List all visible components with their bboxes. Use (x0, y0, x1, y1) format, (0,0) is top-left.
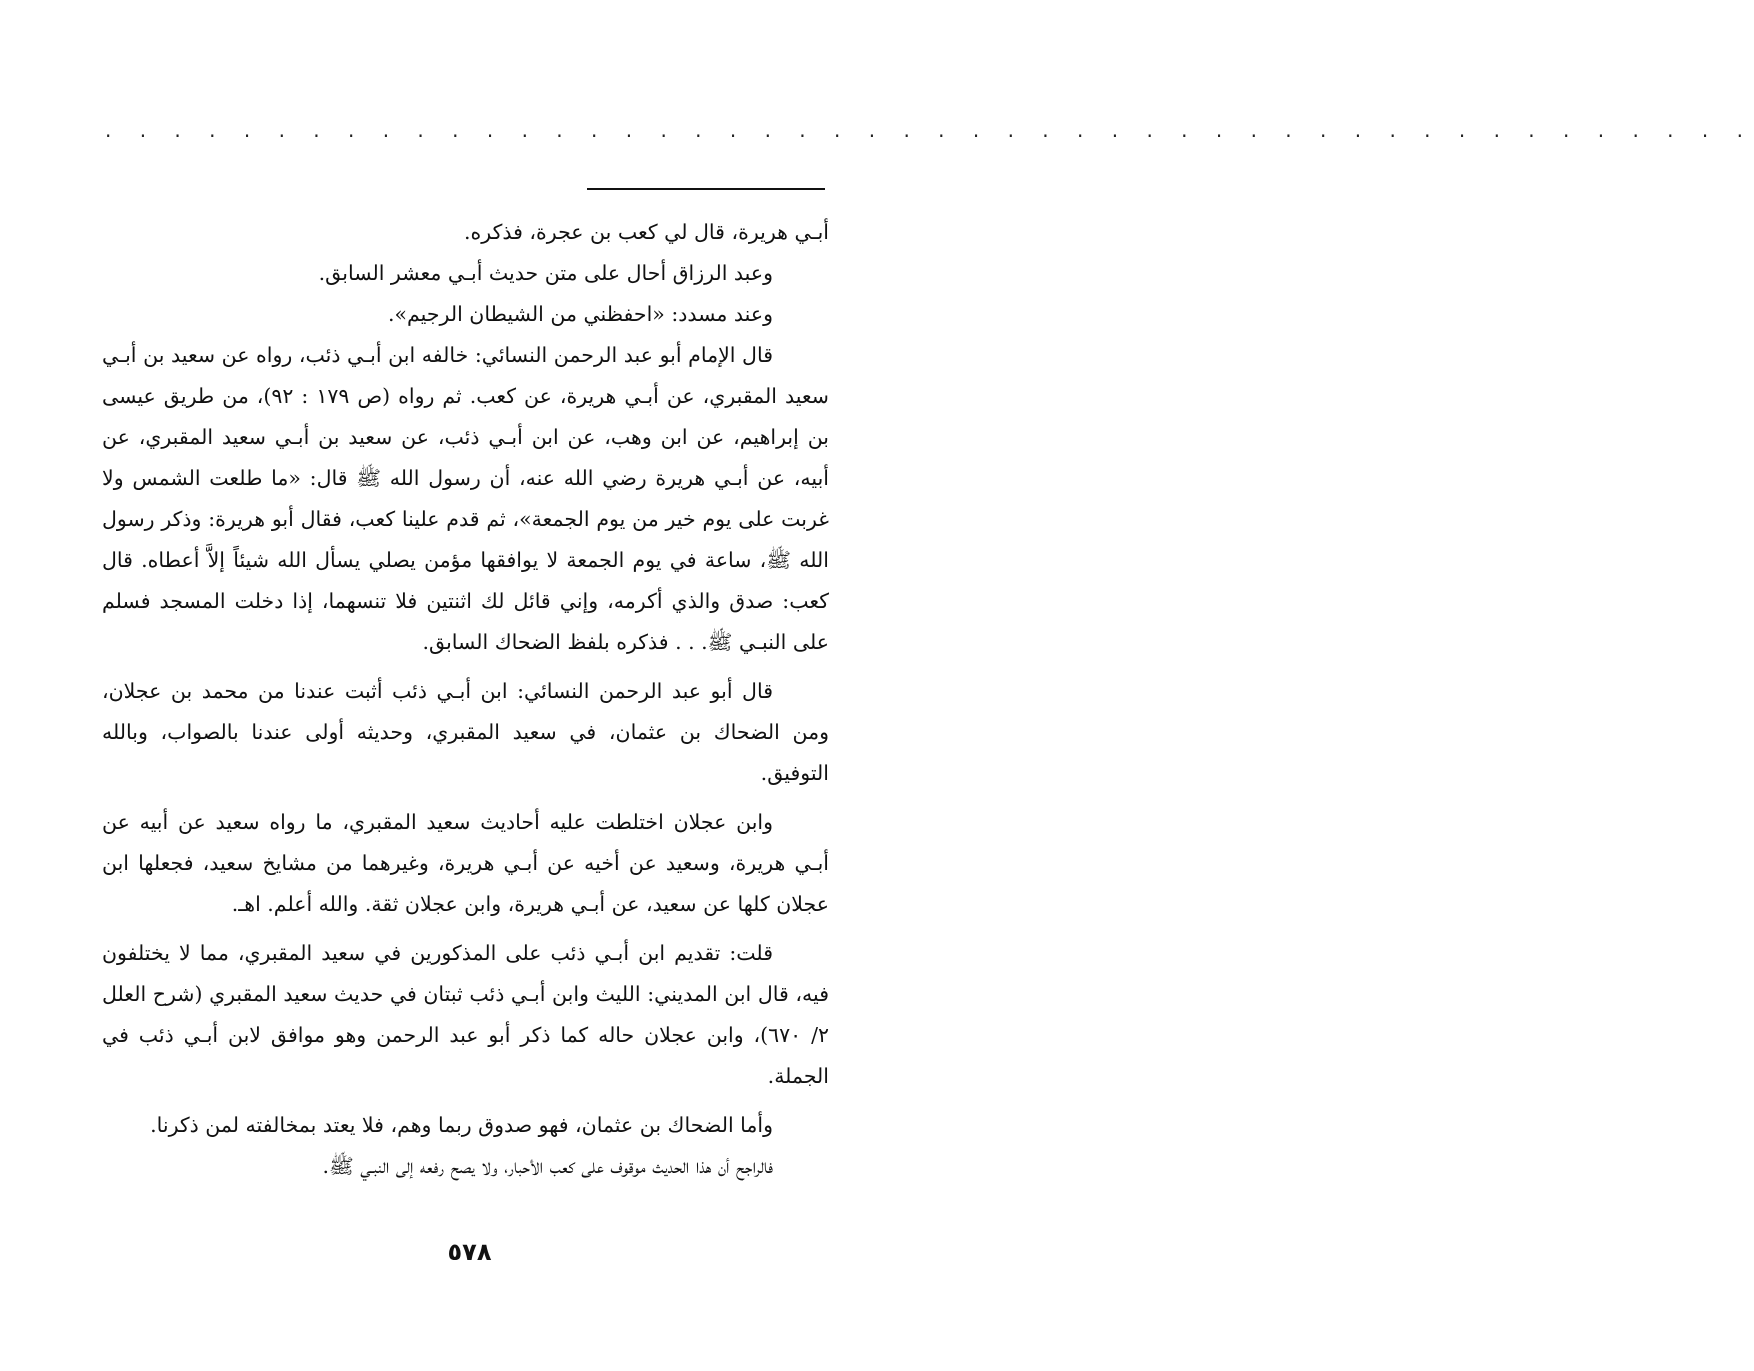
paragraph-9: فالراجح أن هذا الحديث موقوف على كعب الأحبار، ولا يصح رفعه إلى النبـي ﷺ. (322, 1154, 773, 1178)
paragraph-1: أبـي هريرة، قال لي كعب بن عجرة، فذكره. (464, 220, 829, 244)
page-body (102, 212, 829, 1187)
paragraph-2: وعبد الرزاق أحال على متن حديث أبـي معشر السابق. (318, 261, 773, 285)
footnote-rule (587, 188, 825, 190)
paragraph-7: قلت: تقديم ابن أبـي ذئب على المذكورين في سعيد المقبري، مما لا يختلفون فيه، قال ابن المديني: الليث وابن أبـي ذئب ثبتان في حديث سعيد المقبري (شرح العلل ٢/ ٦٧٠)، وابن عجلان حاله كما ذكر أبو عبد الرحمن وهو موافق لابن أبـي ذئب في الجملة. (102, 941, 829, 1088)
paragraph-6: وابن عجلان اختلطت عليه أحاديث سعيد المقبري، ما رواه سعيد عن أبيه عن أبـي هريرة، وسعيد عن أخيه عن أبـي هريرة، وغيرهما من مشايخ سعيد، فجعلها ابن عجلان كلها عن سعيد، عن أبـي هريرة، وابن عجلان ثقة. والله أعلم. اهـ. (102, 810, 829, 916)
paragraph-5: قال أبو عبد الرحمن النسائي: ابن أبـي ذئب أثبت عندنا من محمد بن عجلان، ومن الضحاك بن عثمان، في سعيد المقبري، وحديثه أولى عندنا بالصواب، وبالله التوفيق. (102, 679, 829, 785)
paragraph-8: وأما الضحاك بن عثمان، فهو صدوق ربما وهم، فلا يعتد بمخالفته لمن ذكرنا. (150, 1113, 773, 1137)
paragraph-3: وعند مسدد: «احفظني من الشيطان الرجيم». (387, 302, 773, 326)
page-number: ٥٧٨ (447, 1238, 492, 1266)
dotted-separator: . . . . . . . . . . . . . . . . . . . . . . . . . . . . . . . . . . . . . . . . . . . . . . . . (105, 118, 1754, 142)
paragraph-4: قال الإمام أبو عبد الرحمن النسائي: خالفه ابن أبـي ذئب، رواه عن سعيد بن أبـي سعيد المقبري، عن أبـي هريرة، عن كعب. ثم رواه (ص ١٧٩ : ٩٢)، من طريق عيسى بن إبراهيم، عن ابن وهب، عن ابن أبـي ذئب، عن سعيد بن أبـي سعيد المقبري، عن أبيه، عن أبـي هريرة رضي الله عنه، أن رسول الله ﷺ قال: «ما طلعت الشمس ولا غربت على يوم خير من يوم الجمعة»، ثم قدم علينا كعب، فقال أبو هريرة: وذكر رسول الله ﷺ، ساعة في يوم الجمعة لا يوافقها مؤمن يصلي يسأل الله شيئاً إلاَّ أعطاه. قال كعب: صدق والذي أكرمه، وإني قائل لك اثنتين فلا تنسهما، إذا دخلت المسجد فسلم على النبـي ﷺ. . . فذكره بلفظ الضحاك السابق. (102, 343, 829, 654)
